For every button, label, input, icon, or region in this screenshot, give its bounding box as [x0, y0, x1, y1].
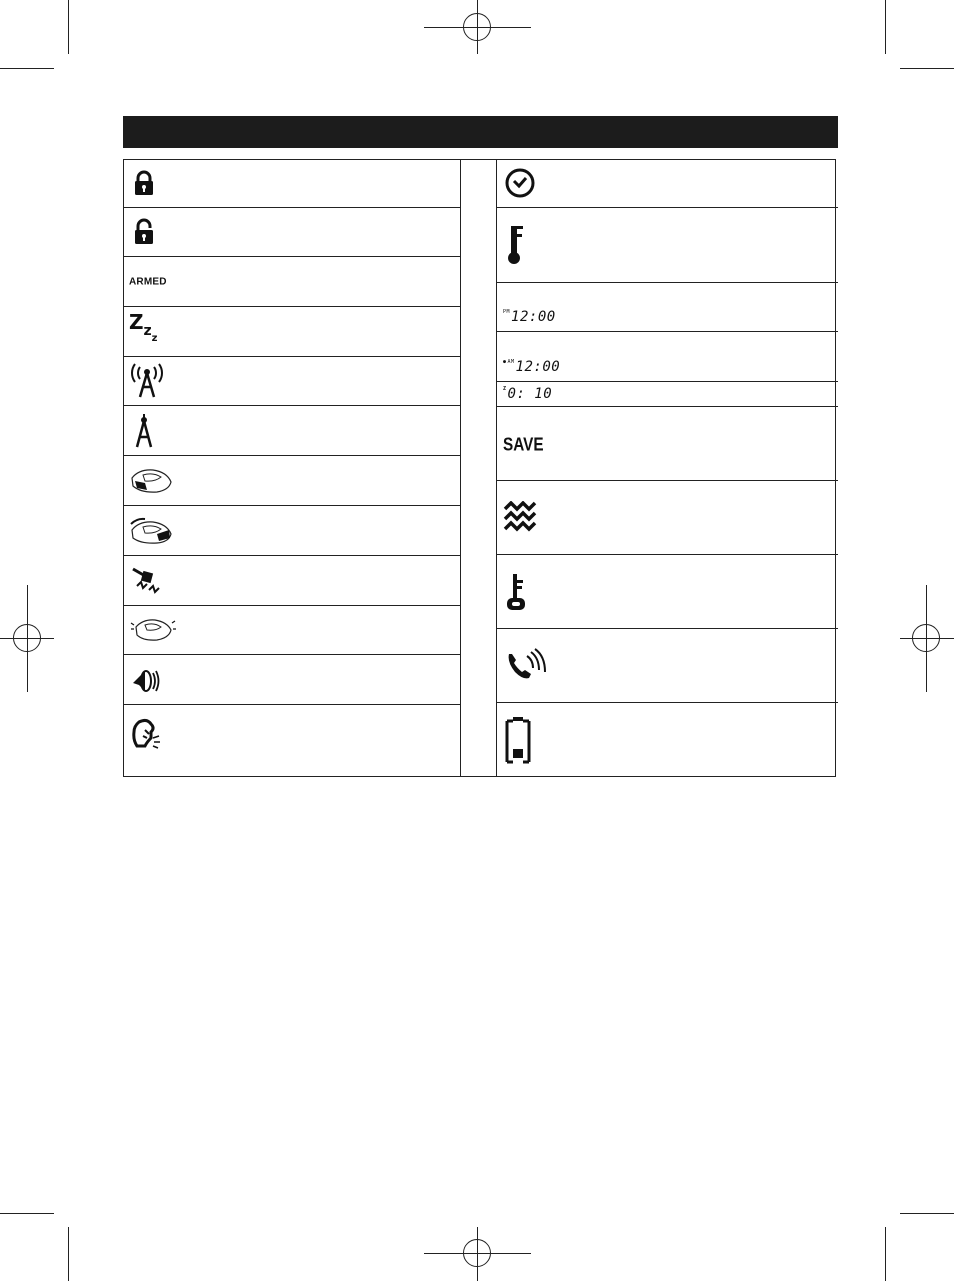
table-row — [123, 159, 460, 208]
am-time-icon: $^{●AM}$12:00 — [503, 359, 561, 375]
icon-table-right-column — [496, 159, 838, 777]
heater-icon — [503, 501, 539, 535]
crop-mark — [0, 1213, 54, 1214]
table-row — [497, 407, 838, 481]
registration-mark — [463, 13, 491, 41]
table-row — [123, 257, 460, 307]
table-row — [123, 406, 460, 456]
crop-mark — [0, 68, 54, 69]
ignition-key-icon — [503, 572, 533, 612]
section-header-bar — [123, 116, 838, 148]
table-row — [497, 481, 838, 555]
table-row — [497, 283, 838, 332]
table-row — [123, 556, 460, 606]
icon-table — [123, 159, 836, 777]
battery-low-icon — [503, 716, 533, 766]
page-call-icon — [503, 648, 547, 684]
antenna-signal-icon — [129, 363, 165, 399]
registration-mark — [912, 624, 940, 652]
lock-closed-icon — [129, 168, 159, 198]
table-row — [123, 208, 460, 257]
car-hood-open-icon — [129, 516, 173, 546]
table-row — [123, 307, 460, 357]
antenna-icon — [129, 413, 159, 449]
table-row — [497, 555, 838, 629]
table-row — [123, 357, 460, 406]
lock-open-icon — [129, 217, 159, 247]
table-row — [497, 208, 838, 283]
crop-mark — [885, 1227, 886, 1281]
icon-table-left-column — [123, 159, 461, 777]
table-row — [497, 382, 838, 407]
table-row — [123, 506, 460, 556]
pm-time-icon: $^{PM}$12:00 — [503, 309, 556, 325]
table-row — [497, 703, 838, 779]
timer-icon: $^Z$0: 10 — [503, 386, 553, 402]
table-row — [123, 705, 460, 779]
thermometer-icon — [503, 224, 527, 266]
table-row — [497, 159, 838, 208]
crop-mark — [68, 0, 69, 54]
table-row — [497, 629, 838, 703]
car-door-open-icon — [129, 466, 173, 496]
shock-sensor-icon — [129, 566, 163, 596]
siren-icon — [129, 665, 163, 695]
car-alarm-icon — [129, 615, 177, 645]
panic-icon — [129, 718, 163, 752]
table-row — [123, 456, 460, 506]
armed-text-icon: ARMED — [129, 276, 167, 287]
crop-mark — [900, 1213, 954, 1214]
crop-mark — [900, 68, 954, 69]
registration-mark — [463, 1239, 491, 1267]
table-row — [123, 606, 460, 655]
registration-mark — [13, 624, 41, 652]
clock-icon — [503, 166, 537, 200]
save-text-icon: SAVE — [503, 434, 544, 455]
crop-mark — [68, 1227, 69, 1281]
table-row — [497, 332, 838, 382]
crop-mark — [885, 0, 886, 54]
table-row — [123, 655, 460, 705]
sleep-zzz-icon: Z z z — [129, 309, 158, 344]
